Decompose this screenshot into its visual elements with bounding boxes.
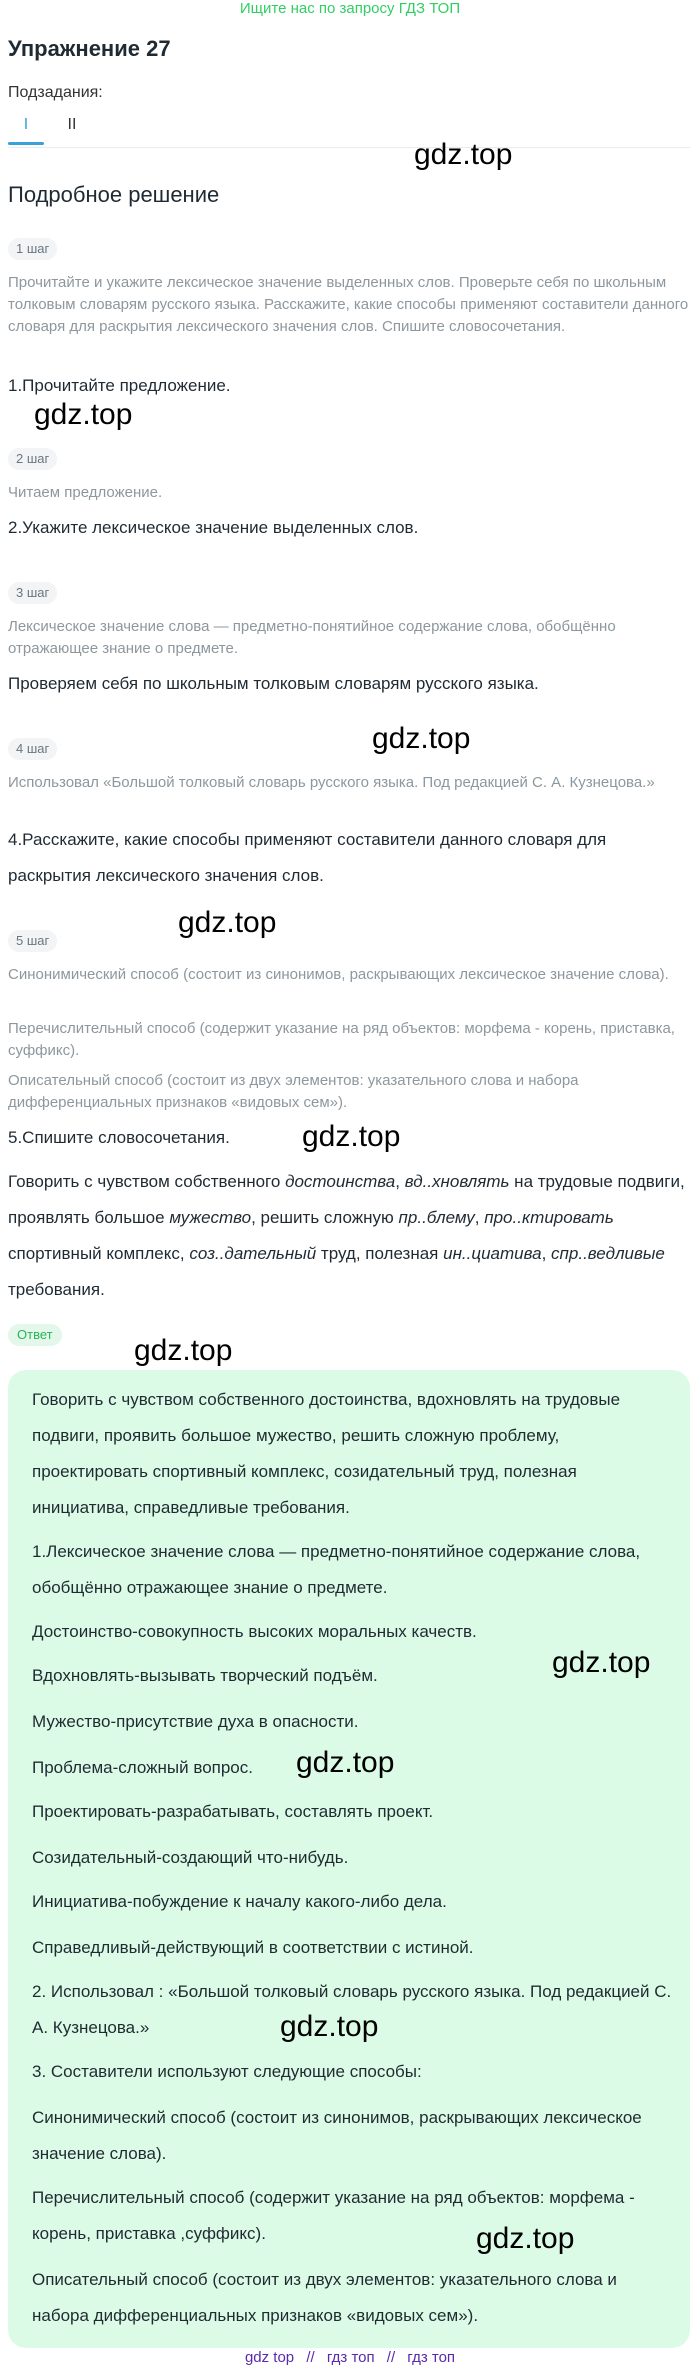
exercise-sentence: Говорить с чувством собственного достоинства, вд..хновлять на трудовые подвиги, проявлять большое мужество, решить сложную пр..блему, про..ктировать спортивный комплекс, соз..дательный труд, полезная ин..циатива, спр..ведливые требования. (8, 1172, 685, 1299)
answer-paragraph: Справедливый-действующий в соответствии с истиной. (32, 1938, 474, 1957)
answer-paragraph: Перечислительный способ (содержит указание на ряд объектов: морфема - корень, приставка ,суффикс). (32, 2188, 635, 2243)
footer-links (0, 2349, 700, 2366)
answer-badge: Ответ (8, 1324, 62, 1346)
answer-paragraph: Созидательный-создающий что-нибудь. (32, 1848, 349, 1867)
step-text: 4.Расскажите, какие способы применяют составители данного словаря для (8, 830, 607, 849)
section-heading: Подробное решение (8, 182, 220, 207)
answer-paragraph: Достоинство-совокупность высоких моральных качеств. (32, 1622, 477, 1641)
answer-paragraph: 1.Лексическое значение слова — предметно-понятийное содержание слова, обобщённо отражающее знание о предмете. (32, 1542, 641, 1597)
step-text: 2.Укажите лексическое значение выделенных слов. (8, 518, 419, 537)
step-description: Перечислительный способ (содержит указание на ряд объектов: морфема - корень, приставка, суффикс). (8, 1020, 675, 1059)
answer-paragraph: Говорить с чувством собственного достоинства, вдохновлять на трудовые подвиги, проявить большое мужество, решить сложную проблему, проектировать спортивный комплекс, созидательный труд, полезная инициатива, справедливые требования. (32, 1390, 621, 1517)
step-badge: 4 шаг (8, 738, 57, 760)
watermark: gdz.top (302, 1120, 401, 1153)
watermark: gdz.top (280, 2010, 379, 2043)
step-badge: 1 шаг (8, 238, 57, 260)
footer-link[interactable]: гдз топ (407, 2349, 456, 2366)
step-text: Проверяем себя по школьным толковым словарям русского языка. (8, 674, 539, 693)
answer-paragraph: Описательный способ (состоит из двух элементов: указательного слова и набора дифференциальных признаков «видовых сем»). (32, 2270, 617, 2325)
step-text: раскрытия лексического значения слов. (8, 866, 324, 885)
footer-separator: // (306, 2349, 315, 2366)
tab-2[interactable]: II (67, 116, 77, 133)
step-badge: 5 шаг (8, 930, 57, 952)
watermark: gdz.top (34, 398, 133, 431)
step-description: Читаем предложение. (8, 484, 163, 501)
watermark: gdz.top (296, 1746, 395, 1779)
step-description: Синонимический способ (состоит из синонимов, раскрывающих лексическое значение слова). (8, 966, 669, 983)
step-description: Использовал «Большой толковый словарь русского языка. Под редакцией С. А. Кузнецова.» (8, 774, 655, 791)
footer-link[interactable]: gdz top (244, 2349, 295, 2366)
step-description: Описательный способ (состоит из двух элементов: указательного слова и набора дифференциальных признаков «видовых сем»). (8, 1072, 579, 1111)
subtask-tabs (8, 112, 690, 148)
answer-paragraph: 2. Использовал : «Большой толковый словарь русского языка. Под редакцией С. А. Кузнецова.» (32, 1982, 672, 2037)
tab-1[interactable]: I (23, 116, 29, 133)
page-title: Упражнение 27 (8, 36, 171, 61)
step-text: 5.Спишите словосочетания. (8, 1128, 230, 1147)
subtasks-label: Подзадания: (8, 84, 103, 101)
step-description: Прочитайте и укажите лексическое значение выделенных слов. Проверьте себя по школьным толковым словарям русского языка. Расскажите, какие способы применяют составители данного словаря для раскрытия лексического значения слов. Спишите словосочетания. (8, 274, 689, 335)
watermark: gdz.top (134, 1334, 233, 1367)
answer-paragraph: Мужество-присутствие духа в опасности. (32, 1712, 359, 1731)
watermark: gdz.top (178, 906, 277, 939)
watermark: gdz.top (552, 1646, 651, 1679)
answer-paragraph: Синонимический способ (состоит из синонимов, раскрывающих лексическое значение слова). (32, 2108, 642, 2163)
footer-link[interactable]: гдз топ (326, 2349, 375, 2366)
answer-paragraph: 3. Составители используют следующие способы: (32, 2062, 422, 2081)
answer-paragraph: Проектировать-разрабатывать, составлять проект. (32, 1802, 434, 1821)
watermark: gdz.top (372, 722, 471, 755)
active-tab-indicator (8, 142, 44, 145)
watermark: gdz.top (476, 2222, 575, 2255)
search-banner[interactable]: Ищите нас по запросу ГДЗ ТОП (239, 0, 461, 17)
answer-paragraph: Вдохновлять-вызывать творческий подъём. (32, 1666, 378, 1685)
step-badge: 2 шаг (8, 448, 57, 470)
step-badge: 3 шаг (8, 582, 57, 604)
step-description: Лексическое значение слова — предметно-понятийное содержание слова, обобщённо отражающее знание о предмете. (8, 618, 616, 657)
footer-separator: // (386, 2349, 396, 2366)
answer-paragraph: Инициатива-побуждение к началу какого-либо дела. (32, 1892, 447, 1911)
step-text: 1.Прочитайте предложение. (8, 376, 231, 395)
answer-paragraph: Проблема-сложный вопрос. (32, 1758, 253, 1777)
watermark: gdz.top (414, 138, 513, 171)
